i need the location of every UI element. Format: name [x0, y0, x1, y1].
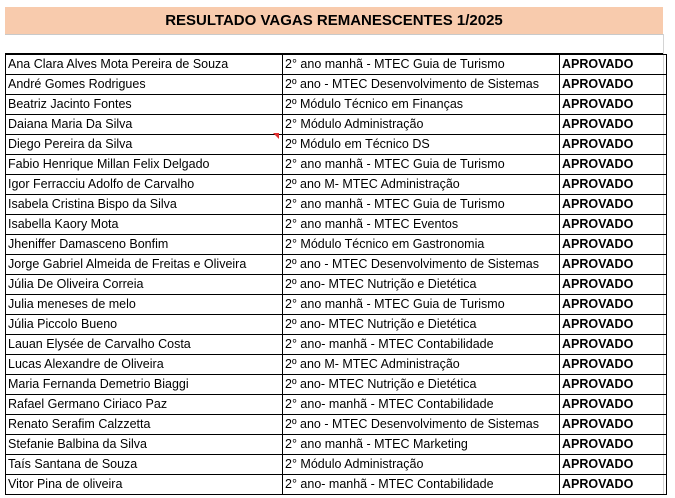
course-cell[interactable]: 2° ano manhã - MTEC Eventos — [283, 215, 560, 235]
status-cell[interactable]: APROVADO — [560, 395, 667, 415]
table-row — [6, 235, 667, 255]
table-row — [6, 75, 667, 95]
status-cell[interactable]: APROVADO — [560, 55, 667, 75]
status-cell[interactable]: APROVADO — [560, 275, 667, 295]
status-cell[interactable]: APROVADO — [560, 315, 667, 335]
table-row — [6, 475, 667, 495]
table-row — [6, 315, 667, 335]
sheet-title[interactable] — [5, 7, 663, 35]
name-cell[interactable]: Fabio Henrique Millan Felix Delgado — [6, 155, 283, 175]
name-cell[interactable]: Stefanie Balbina da Silva — [6, 435, 283, 455]
course-cell[interactable]: 2° ano manhã - MTEC Marketing — [283, 435, 560, 455]
course-cell[interactable]: 2º ano - MTEC Desenvolvimento de Sistemas — [283, 415, 560, 435]
table-row — [6, 295, 667, 315]
name-cell[interactable]: Diego Pereira da Silva — [6, 135, 283, 155]
table-row — [6, 415, 667, 435]
table-row — [6, 155, 667, 175]
status-cell[interactable]: APROVADO — [560, 295, 667, 315]
table-row — [6, 355, 667, 375]
name-cell[interactable]: Lucas Alexandre de Oliveira — [6, 355, 283, 375]
name-cell[interactable]: Maria Fernanda Demetrio Biaggi — [6, 375, 283, 395]
course-cell[interactable]: 2° ano manhã - MTEC Guia de Turismo — [283, 55, 560, 75]
name-cell[interactable]: Jorge Gabriel Almeida de Freitas e Oliveira — [6, 255, 283, 275]
course-cell[interactable]: 2° ano- manhã - MTEC Contabilidade — [283, 475, 560, 495]
results-table — [5, 54, 667, 495]
course-cell[interactable]: 2º Módulo Técnico em Finanças — [283, 95, 560, 115]
status-cell[interactable]: APROVADO — [560, 175, 667, 195]
table-row — [6, 175, 667, 195]
name-cell[interactable]: Lauan Elysée de Carvalho Costa — [6, 335, 283, 355]
name-cell[interactable]: Isabela Cristina Bispo da Silva — [6, 195, 283, 215]
name-cell[interactable]: Taís Santana de Souza — [6, 455, 283, 475]
course-cell[interactable]: 2° ano manhã - MTEC Guia de Turismo — [283, 295, 560, 315]
course-cell[interactable]: 2° ano manhã - MTEC Guia de Turismo — [283, 155, 560, 175]
status-cell[interactable]: APROVADO — [560, 155, 667, 175]
table-row — [6, 255, 667, 275]
course-cell[interactable]: 2º ano - MTEC Desenvolvimento de Sistemas — [283, 255, 560, 275]
table-row — [6, 275, 667, 295]
name-cell[interactable]: Ana Clara Alves Mota Pereira de Souza — [6, 55, 283, 75]
status-cell[interactable]: APROVADO — [560, 455, 667, 475]
table-row — [6, 395, 667, 415]
course-cell[interactable]: 2º ano- MTEC Nutrição e Dietética — [283, 275, 560, 295]
course-cell[interactable]: 2º ano- MTEC Nutrição e Dietética — [283, 315, 560, 335]
status-cell[interactable]: APROVADO — [560, 75, 667, 95]
status-cell[interactable]: APROVADO — [560, 375, 667, 395]
name-cell[interactable]: Júlia Piccolo Bueno — [6, 315, 283, 335]
status-cell[interactable]: APROVADO — [560, 355, 667, 375]
name-cell[interactable]: Jheniffer Damasceno Bonfim — [6, 235, 283, 255]
status-cell[interactable]: APROVADO — [560, 95, 667, 115]
status-cell[interactable]: APROVADO — [560, 115, 667, 135]
name-cell[interactable]: Rafael Germano Ciriaco Paz — [6, 395, 283, 415]
table-row — [6, 215, 667, 235]
name-cell[interactable]: Igor Ferracciu Adolfo de Carvalho — [6, 175, 283, 195]
table-row — [6, 435, 667, 455]
status-cell[interactable]: APROVADO — [560, 195, 667, 215]
course-cell[interactable]: 2º ano- MTEC Nutrição e Dietética — [283, 375, 560, 395]
course-cell[interactable]: 2° ano manhã - MTEC Guia de Turismo — [283, 195, 560, 215]
name-cell[interactable]: Daiana Maria Da Silva — [6, 115, 283, 135]
table-row — [6, 95, 667, 115]
status-cell[interactable]: APROVADO — [560, 215, 667, 235]
table-row — [6, 55, 667, 75]
course-cell[interactable]: 2° ano- manhã - MTEC Contabilidade — [283, 395, 560, 415]
table-row — [6, 195, 667, 215]
table-row — [6, 455, 667, 475]
course-cell[interactable]: 2° Módulo Técnico em Gastronomia — [283, 235, 560, 255]
name-cell[interactable]: Julia meneses de melo — [6, 295, 283, 315]
name-cell[interactable]: Júlia De Oliveira Correia — [6, 275, 283, 295]
comment-indicator-icon[interactable] — [273, 133, 279, 139]
table-row — [6, 115, 667, 135]
blank-row[interactable] — [5, 34, 663, 54]
status-cell[interactable]: APROVADO — [560, 415, 667, 435]
name-cell[interactable]: André Gomes Rodrigues — [6, 75, 283, 95]
status-cell[interactable]: APROVADO — [560, 335, 667, 355]
status-cell[interactable]: APROVADO — [560, 475, 667, 495]
course-cell[interactable]: 2º Módulo em Técnico DS — [283, 135, 560, 155]
status-cell[interactable]: APROVADO — [560, 435, 667, 455]
course-cell[interactable]: 2° Módulo Administração — [283, 455, 560, 475]
name-cell[interactable]: Renato Serafim Calzzetta — [6, 415, 283, 435]
course-cell[interactable]: 2º ano - MTEC Desenvolvimento de Sistemas — [283, 75, 560, 95]
name-cell[interactable]: Beatriz Jacinto Fontes — [6, 95, 283, 115]
name-cell[interactable]: Vitor Pina de oliveira — [6, 475, 283, 495]
results-table-body — [6, 55, 667, 495]
status-cell[interactable]: APROVADO — [560, 255, 667, 275]
name-cell[interactable]: Isabella Kaory Mota — [6, 215, 283, 235]
status-cell[interactable]: APROVADO — [560, 135, 667, 155]
course-cell[interactable]: 2° ano- manhã - MTEC Contabilidade — [283, 335, 560, 355]
sheet-title-text: RESULTADO VAGAS REMANESCENTES 1/2025 — [165, 12, 503, 29]
course-cell[interactable]: 2° Módulo Administração — [283, 115, 560, 135]
table-row — [6, 135, 667, 155]
table-row — [6, 375, 667, 395]
course-cell[interactable]: 2º ano M- MTEC Administração — [283, 175, 560, 195]
table-row — [6, 335, 667, 355]
course-cell[interactable]: 2º ano M- MTEC Administração — [283, 355, 560, 375]
status-cell[interactable]: APROVADO — [560, 235, 667, 255]
